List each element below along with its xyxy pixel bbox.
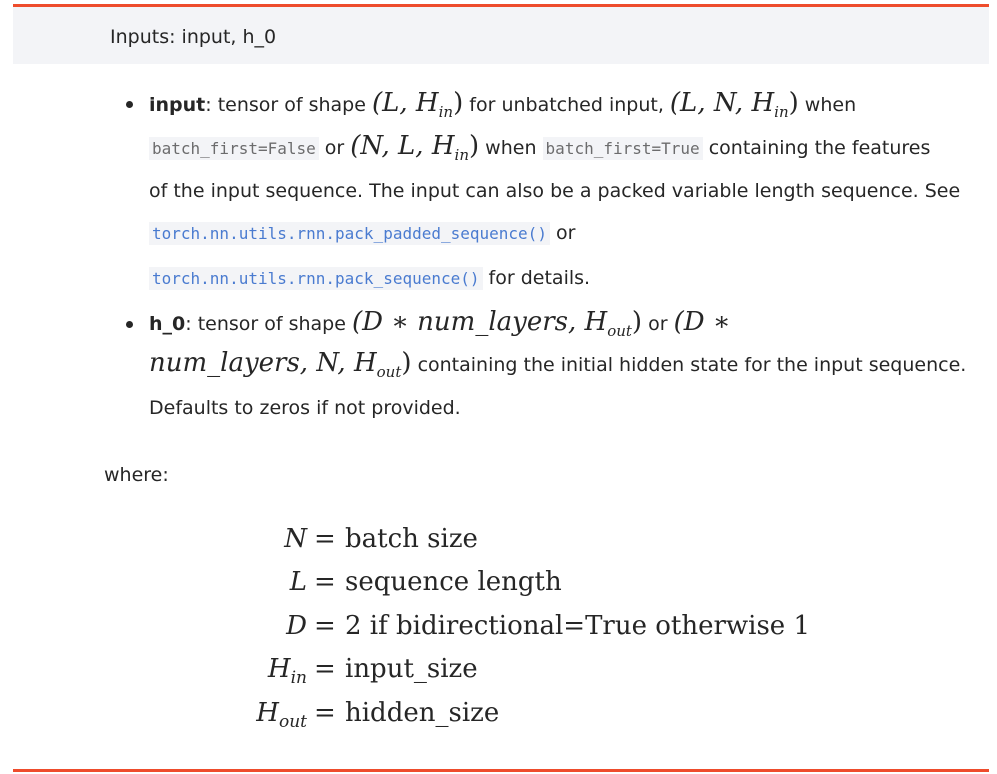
shape-batched: (L, N, $H_{in}$) [669, 88, 799, 122]
shape-batch-first: (N, L, $H_{in}$) [350, 131, 480, 165]
input-line-2: batch_first=False or (N, L, $H_{in}$) when batch_first=True containing the features [149, 131, 930, 164]
where-label: where: [104, 464, 169, 486]
shape-h0-batched-start: (D ∗ [673, 307, 731, 337]
code-batch-first-false: batch_first=False [149, 137, 319, 160]
input-line-5: torch.nn.utils.rnn.pack_sequence() for details. [149, 267, 590, 289]
bullet-input [126, 101, 133, 108]
equation-row: $H_{in}$ = input_size [267, 654, 478, 689]
input-line-1: input: tensor of shape (L, $H_{in}$) for unbatched input, (L, N, $H_{in}$) when [149, 88, 857, 122]
equation-row: $H_{out}$ = hidden_size [256, 698, 500, 733]
h0-line-3: Defaults to zeros if not provided. [149, 397, 461, 419]
bottom-accent-border [13, 769, 989, 772]
equation-row: N = batch size [284, 524, 478, 554]
param-name-h0: h_0 [149, 313, 186, 335]
bullet-h0 [126, 321, 133, 328]
code-batch-first-true: batch_first=True [543, 137, 703, 160]
shape-h0-unbatched: (D ∗ num_layers, $H_{out}$) [351, 307, 643, 341]
section-title: Inputs: input, h_0 [110, 26, 277, 48]
link-pack-sequence[interactable]: torch.nn.utils.rnn.pack_sequence() [149, 267, 483, 290]
h0-line-2: num_layers, N, $H_{out}$) containing the initial hidden state for the input sequence. [149, 348, 967, 382]
h0-line-1: h_0: tensor of shape (D ∗ num_layers, $H_{out}$) or (D ∗ [149, 307, 731, 341]
input-line-3: of the input sequence. The input can also be a packed variable length sequence. See [149, 180, 961, 202]
equation-row: L = sequence length [289, 567, 562, 597]
param-name-input: input [149, 94, 206, 116]
link-pack-padded-sequence[interactable]: torch.nn.utils.rnn.pack_padded_sequence() [149, 222, 550, 245]
input-line-4: torch.nn.utils.rnn.pack_padded_sequence() or [149, 222, 575, 244]
equation-row: D = 2 if bidirectional=True otherwise 1 [286, 611, 811, 641]
shape-h0-batched-end: num_layers, N, $H_{out}$) [149, 348, 412, 382]
shape-unbatched: (L, $H_{in}$) [371, 88, 464, 122]
